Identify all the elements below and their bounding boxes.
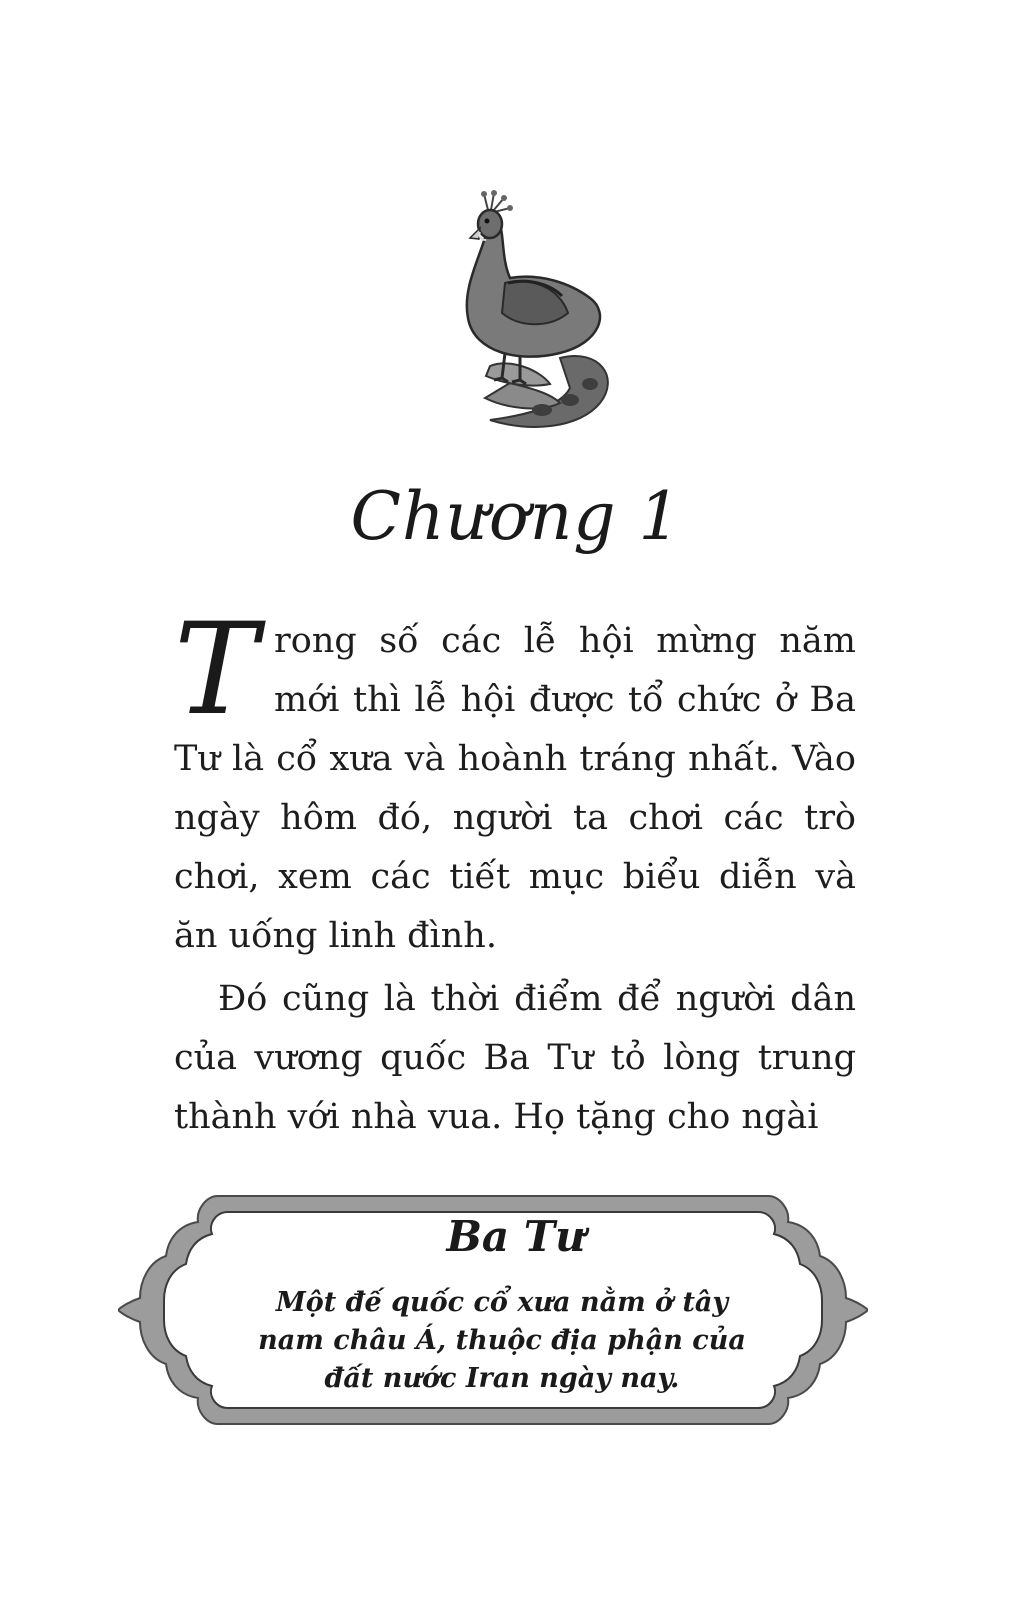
glossary-term: Ba Tư [446, 1212, 586, 1261]
chapter-title: Chương 1 [350, 478, 682, 555]
paragraph-2: Đó cũng là thời điểm để người dân của vương quốc Ba Tư tỏ lòng trung thành với nhà vua. Họ tặng cho ngài [174, 979, 856, 1137]
drop-cap: T [174, 596, 259, 743]
peacock-illustration-icon [450, 188, 625, 448]
paragraph-1 [174, 596, 856, 966]
glossary-definition: Một đế quốc cổ xưa nằm ở tây nam châu Á, thuộc địa phận của đất nước Iran ngày nay. [258, 1287, 746, 1394]
paragraph-1-text: rong số các lễ hội mừng năm mới thì lễ hội được tổ chức ở Ba Tư là cổ xưa và hoành tráng nhất. Vào ngày hôm đó, người ta chơi các trò chơi, xem các tiết mục biểu diễn và ăn uống linh đình. [174, 621, 856, 956]
